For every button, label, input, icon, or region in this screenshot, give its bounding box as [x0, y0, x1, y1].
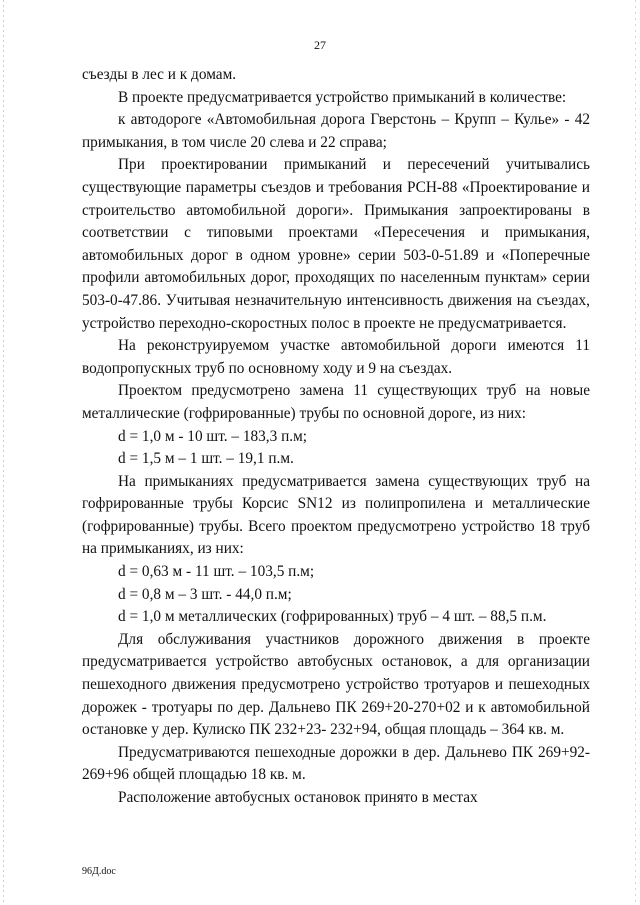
culvert-spec-line: d = 1,0 м - 10 шт. – 183,3 п.м; — [118, 427, 308, 445]
paragraph-culverts-replacement: Проектом предусмотрено замена 11 существующих труб на новые металлические (гофрированные) трубы по основной дороге, из них: — [82, 382, 590, 422]
paragraph-continuation: съезды в лес и к домам. — [82, 66, 237, 83]
culvert-spec-line: d = 1,0 м металлических (гофрированных) труб – 4 шт. – 88,5 п.м. — [118, 608, 547, 626]
paragraph-culverts-existing: На реконструируемом участке автомобильной дороги имеются 11 водопропускных труб по основному ходу и 9 на съездах. — [82, 337, 590, 377]
paragraph-junctions-intro: В проекте предусматривается устройство примыканий в количестве: — [118, 88, 567, 106]
culvert-spec-line: d = 0,8 м – 3 шт. - 44,0 п.м; — [118, 585, 292, 603]
paragraph-bus-stops-sidewalks: Для обслуживания участников дорожного движения в проекте предусматривается устройство автобусных остановок, а для организации пешеходного движения предусмотрено устройство тротуаров и пешеходных дорожек - тротуары по дер. Дальнево ПК 269+20-270+02 и к автомобильной остановке у дер. Кулиско ПК 232+23- 232+94, общая площадь – 364 кв. м. — [82, 630, 590, 739]
scan-edge-right — [635, 0, 636, 905]
paragraph-bus-stop-location: Расположение автобусных остановок принято в местах — [118, 789, 478, 806]
paragraph-design-standards: При проектировании примыканий и пересечений учитывались существующие параметры съездов и требования РСН-88 «Проектирование и строительство автомобильной дороги». Примыкания запроектированы в соответствии с типовыми проектами «Пересечения и примыкания, автомобильных дорог в одном уровне» серии 503-0-51.89 и «Поперечные профили автомобильных дорог, проходящих по населенным пунктам» серии 503-0-47.86. Учитывая незначительную интенсивность движения на съездах, устройство переходно-скоростных полос в проекте не предусматривается. — [82, 156, 590, 332]
culvert-spec-line: d = 0,63 м - 11 шт. – 103,5 п.м; — [118, 563, 315, 581]
culvert-spec-line: d = 1,5 м – 1 шт. – 19,1 п.м. — [118, 450, 294, 468]
paragraph-junction-culverts: На примыканиях предусматривается замена существующих труб на гофрированные трубы Корсис SN12 из полипропилена и металлические (гофрированные) трубы. Всего проектом предусмотрено устройство 18 труб на примыканиях, из них: — [82, 472, 590, 558]
scan-edge-left — [3, 0, 4, 905]
page-number: 27 — [314, 38, 326, 52]
file-name-footer: 96Д.doc — [82, 866, 116, 877]
paragraph-footpaths: Предусматриваются пешеходные дорожки в дер. Дальнево ПК 269+92-269+96 общей площадью 18 кв. м. — [82, 743, 590, 784]
document-body — [82, 64, 590, 810]
paragraph-junctions-count: к автодороге «Автомобильная дорога Гверстонь – Крупп – Кулье» - 42 примыкания, в том числе 20 слева и 22 справа; — [82, 111, 590, 151]
